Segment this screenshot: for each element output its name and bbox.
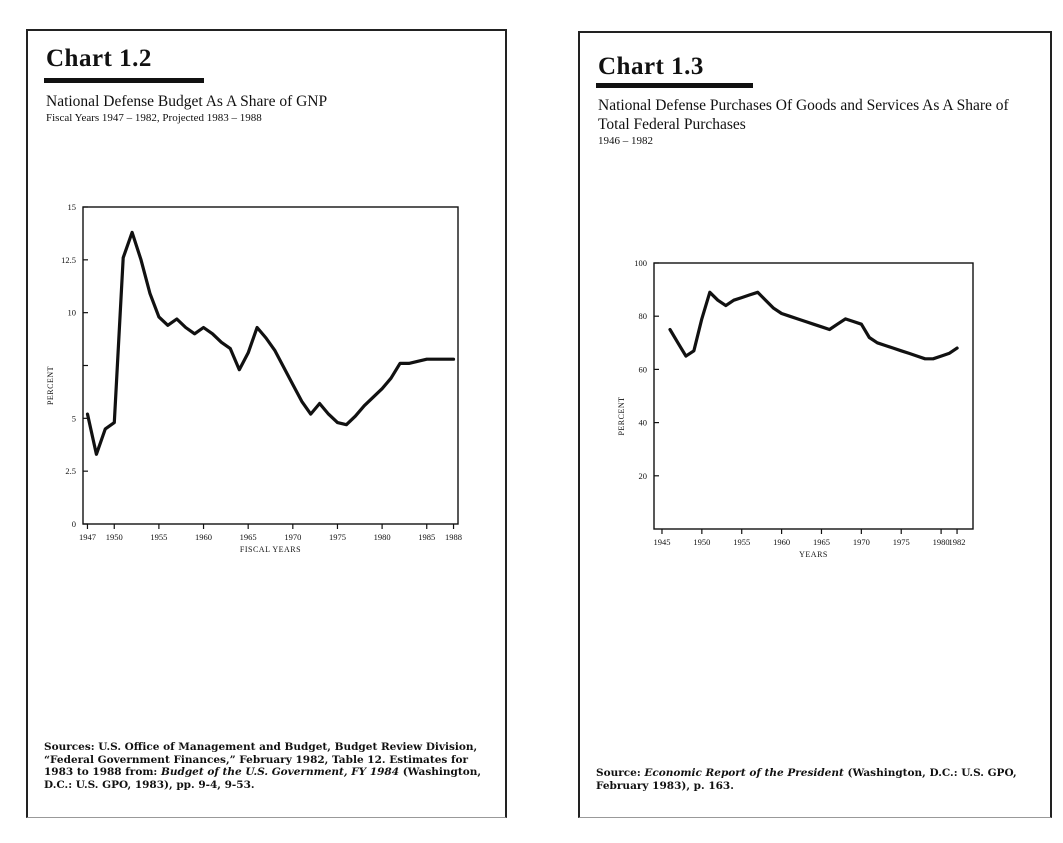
source-title: Budget of the U.S. Government, FY 1984 bbox=[160, 766, 400, 778]
source-title: Economic Report of the President bbox=[644, 767, 844, 779]
plot-frame bbox=[654, 263, 973, 529]
y-tick-label: 40 bbox=[638, 417, 647, 428]
x-tick-label: 1975 bbox=[328, 532, 346, 542]
x-tick-label: 1985 bbox=[418, 532, 436, 542]
x-tick-label: 1965 bbox=[812, 537, 830, 547]
source-text: (Washington, D.C.: U.S. GPO, 1983), pp. 9-4, 9-53. bbox=[44, 766, 482, 791]
y-axis-title: PERCENT bbox=[617, 396, 626, 436]
y-tick-label: 20 bbox=[638, 470, 647, 481]
x-tick-label: 1947 bbox=[78, 532, 96, 542]
x-axis-title: FISCAL YEARS bbox=[239, 545, 302, 554]
line-chart-svg bbox=[28, 31, 505, 631]
y-tick-label: 80 bbox=[638, 311, 647, 322]
source-text: Source: bbox=[596, 767, 645, 779]
chart-subtitle: Fiscal Years 1947 – 1982, Projected 1983 – 1988 bbox=[46, 112, 262, 124]
y-tick-label: 60 bbox=[638, 364, 647, 375]
y-tick-label: 12.5 bbox=[61, 254, 76, 265]
x-tick-label: 1955 bbox=[733, 537, 751, 547]
chart-title: National Defense Purchases Of Goods and Services As A Share of Total Federal Purchases bbox=[598, 97, 1009, 133]
x-axis-title: YEARS bbox=[799, 550, 828, 559]
x-tick-label: 1980 bbox=[373, 532, 391, 542]
source-text: (Washington, D.C.: U.S. GPO, February 1983), p. 163. bbox=[596, 767, 1017, 792]
x-tick-label: 1960 bbox=[195, 532, 213, 542]
data-line bbox=[88, 232, 454, 454]
line-chart-svg bbox=[580, 33, 1050, 633]
x-tick-label: 1982 bbox=[948, 537, 966, 547]
x-tick-label: 1945 bbox=[653, 537, 671, 547]
chart-1-2-panel bbox=[26, 29, 507, 818]
chart-1-3-panel bbox=[578, 31, 1052, 818]
x-tick-label: 1975 bbox=[892, 537, 910, 547]
y-tick-label: 2.5 bbox=[65, 466, 76, 477]
x-tick-label: 1955 bbox=[150, 532, 168, 542]
chart-source bbox=[596, 767, 1036, 792]
y-tick-label: 100 bbox=[634, 258, 647, 268]
chart-subtitle: 1946 – 1982 bbox=[598, 135, 653, 147]
chart-title: National Defense Budget As A Share of GNP bbox=[46, 93, 328, 110]
x-tick-label: 1950 bbox=[105, 532, 123, 542]
x-tick-label: 1970 bbox=[852, 537, 870, 547]
y-tick-label: 0 bbox=[71, 519, 76, 529]
x-tick-label: 1980 bbox=[932, 537, 950, 547]
source-text: Sources: U.S. Office of Management and Budget, Budget Review Division, “Federal Government Finances,” February 1982, Table 12. Estimates for 1983 to 1988 from: bbox=[44, 741, 478, 778]
chart-label: Chart 1.3 bbox=[598, 53, 704, 80]
y-tick-label: 10 bbox=[67, 307, 76, 318]
y-axis-title: PERCENT bbox=[46, 365, 55, 406]
x-tick-label: 1950 bbox=[693, 537, 711, 547]
chart-source bbox=[44, 741, 494, 791]
x-tick-label: 1970 bbox=[284, 532, 302, 542]
data-line bbox=[670, 292, 957, 359]
chart-label: Chart 1.2 bbox=[46, 45, 152, 72]
x-tick-label: 1960 bbox=[773, 537, 791, 547]
y-tick-label: 15 bbox=[67, 202, 76, 212]
x-tick-label: 1988 bbox=[445, 532, 463, 542]
x-tick-label: 1965 bbox=[239, 532, 257, 542]
y-tick-label: 5 bbox=[71, 413, 76, 424]
